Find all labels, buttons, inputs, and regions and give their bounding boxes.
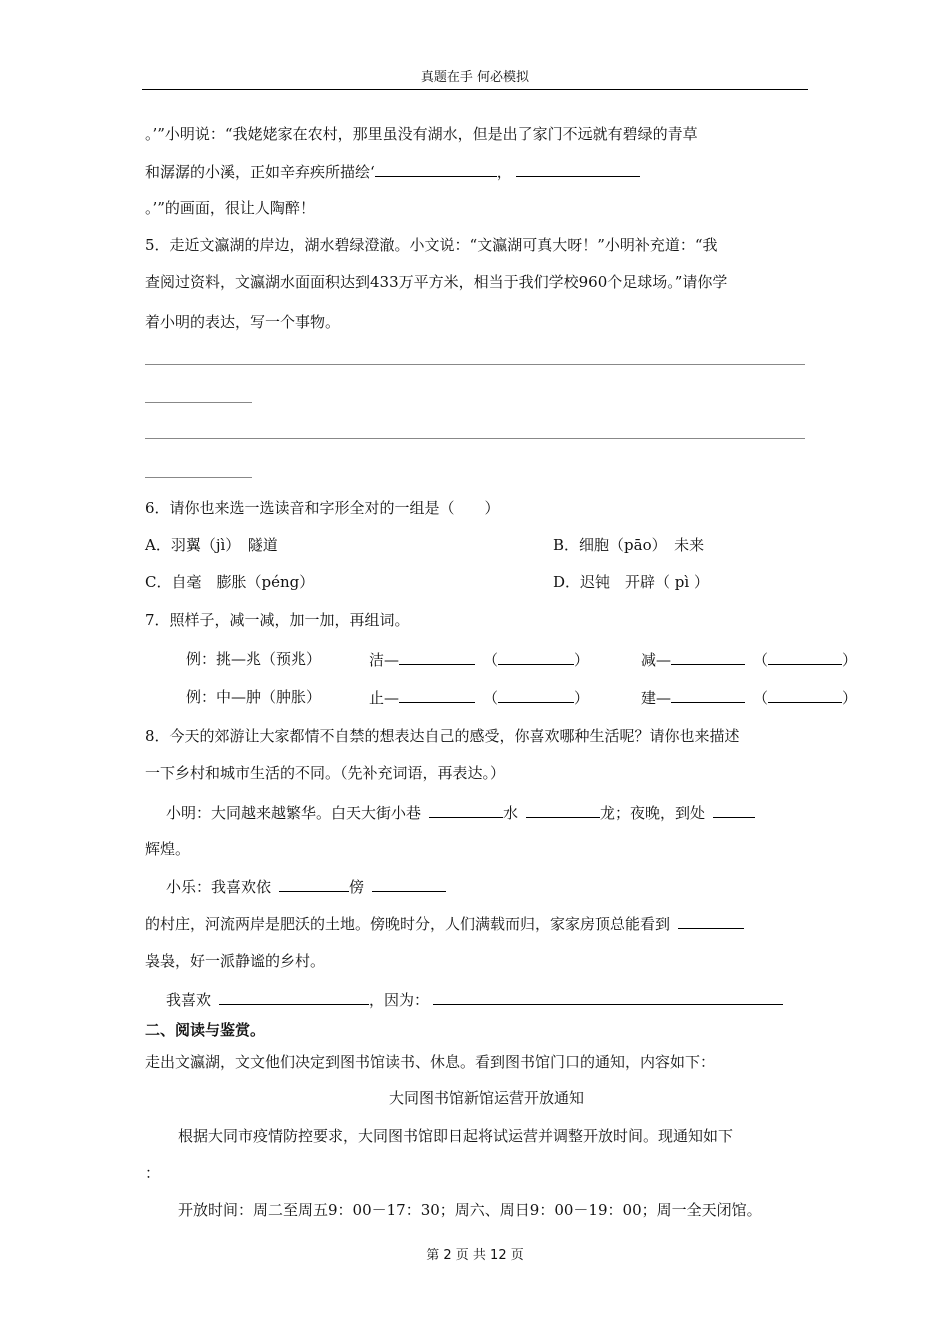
- q7-blank[interactable]: [399, 687, 475, 703]
- q5-line3: 着小明的表达，写一个事物。: [145, 313, 341, 331]
- q8-like-b: ，因为：: [369, 991, 430, 1009]
- q8-xiaole-b: 傍: [349, 878, 365, 896]
- notice-paragraph-1: 根据大同市疫情防控要求，大同图书馆即日起将试运营并调整开放时间。现通知如下: [178, 1127, 734, 1145]
- q4-line2: [145, 161, 640, 182]
- section2-intro: 走出文瀛湖，文文他们决定到图书馆读书、休息。看到图书馆门口的通知，内容如下：: [145, 1053, 716, 1071]
- header-divider: [142, 89, 808, 90]
- notice-colon: ：: [145, 1164, 161, 1182]
- q7-paren-close: ）: [574, 651, 590, 669]
- notice-title: 大同图书馆新馆运营开放通知: [388, 1089, 584, 1107]
- q8-blank-5[interactable]: [372, 876, 446, 892]
- q7-paren-close: ）: [842, 689, 858, 707]
- q7-word-blank[interactable]: [768, 649, 842, 665]
- q7-paren-open: （: [483, 651, 499, 669]
- q8-xiaole-a: 小乐：我喜欢依: [166, 878, 272, 896]
- q8-blank-3[interactable]: [713, 802, 755, 818]
- q8-blank-1[interactable]: [429, 802, 503, 818]
- q8-line2: 一下乡村和城市生活的不同。（先补充词语，再表达。）: [145, 764, 506, 782]
- q8-blank-8[interactable]: [433, 989, 783, 1005]
- page-footer: 第 2 页 共 12 页: [426, 1248, 524, 1263]
- q7-word-blank[interactable]: [498, 687, 574, 703]
- q8-blank-6[interactable]: [678, 913, 744, 929]
- q5-answer-line-3[interactable]: [145, 438, 805, 439]
- q8-like-line: [166, 989, 783, 1010]
- q8-blank-2[interactable]: [526, 802, 600, 818]
- q7-row2-item2: [641, 687, 857, 708]
- q7-row1-item2: [641, 649, 857, 670]
- q8-blank-7[interactable]: [219, 989, 369, 1005]
- q8-xiaole-line: [166, 876, 446, 897]
- q7-paren-open: （: [483, 689, 499, 707]
- q7-example-1: 例：挑—兆（预兆）: [186, 650, 322, 668]
- notice-hours: 开放时间：周二至周五9：00－17：30；周六、周日9：00－19：00；周一全天闭馆。: [178, 1201, 762, 1219]
- q7-paren-close: ）: [574, 689, 590, 707]
- q8-village-text: 的村庄，河流两岸是肥沃的土地。傍晚时分，人们满载而归，家家房顶总能看到: [145, 915, 671, 933]
- q8-xiaoming-line: [166, 802, 755, 823]
- q7-blank[interactable]: [671, 649, 745, 665]
- q6-option-b[interactable]: B．细胞（pāo） 未来: [553, 536, 705, 554]
- q8-village-line: [145, 913, 744, 934]
- q7-blank[interactable]: [399, 649, 475, 665]
- q7-item-label: 止—: [369, 689, 400, 707]
- q5-answer-line-4[interactable]: [145, 477, 252, 478]
- q6-option-a[interactable]: A．羽翼（jì） 隧道: [145, 536, 278, 554]
- q4-blank-2[interactable]: [516, 161, 640, 177]
- q8-xiaoming-end: 辉煌。: [145, 840, 191, 858]
- q8-xiaoming-c: 龙；夜晚，到处: [600, 804, 706, 822]
- q6-option-c[interactable]: C．自毫 膨胀（péng）: [145, 573, 315, 591]
- q8-line1: 8．今天的郊游让大家都情不自禁的想表达自己的感受，你喜欢哪种生活呢？请你也来描述: [145, 727, 740, 745]
- q4-line2-sep: ，: [496, 163, 512, 181]
- section2-title: 二、阅读与鉴赏。: [145, 1021, 266, 1039]
- q8-like-a: 我喜欢: [166, 991, 212, 1009]
- q6-stem: 6．请你也来选一选读音和字形全对的一组是（ ）: [145, 499, 500, 517]
- q6-option-d[interactable]: D．迟钝 开辟（ pì ）: [553, 573, 709, 591]
- q7-word-blank[interactable]: [498, 649, 574, 665]
- page-header-title: 真题在手 何必模拟: [420, 70, 530, 85]
- q7-paren-open: （: [753, 651, 769, 669]
- q8-blank-4[interactable]: [279, 876, 349, 892]
- q8-village-end: 袅袅，好一派静谧的乡村。: [145, 952, 326, 970]
- q7-item-label: 建—: [641, 689, 672, 707]
- q7-row1-item1: [369, 649, 589, 670]
- q4-line1: 。’”小明说：“我姥姥家在农村，那里虽没有湖水，但是出了家门不远就有碧绿的青草: [145, 125, 698, 143]
- q7-blank[interactable]: [671, 687, 745, 703]
- q4-line3: 。’”的画面，很让人陶醉！: [145, 199, 315, 217]
- q7-paren-close: ）: [842, 651, 858, 669]
- q7-example-2: 例：中—肿（肿胀）: [186, 688, 322, 706]
- q7-paren-open: （: [753, 689, 769, 707]
- q5-line2: 查阅过资料，文瀛湖水面面积达到433万平方米，相当于我们学校960个足球场。”请你学: [145, 273, 728, 291]
- q4-line2-prefix: 和潺潺的小溪，正如辛弃疾所描绘‘: [145, 163, 375, 181]
- q7-stem: 7．照样子，减一减，加一加，再组词。: [145, 611, 410, 629]
- q5-answer-line-2[interactable]: [145, 402, 252, 403]
- q8-xiaoming-a: 小明：大同越来越繁华。白天大街小巷: [166, 804, 422, 822]
- q7-row2-item1: [369, 687, 589, 708]
- q7-item-label: 洁—: [369, 651, 400, 669]
- q4-blank-1[interactable]: [375, 161, 497, 177]
- q5-line1: 5．走近文瀛湖的岸边，湖水碧绿澄澈。小文说：“文瀛湖可真大呀！”小明补充道：“我: [145, 236, 718, 254]
- q7-word-blank[interactable]: [768, 687, 842, 703]
- q5-answer-line-1[interactable]: [145, 364, 805, 365]
- q8-xiaoming-b: 水: [503, 804, 519, 822]
- q7-item-label: 减—: [641, 651, 672, 669]
